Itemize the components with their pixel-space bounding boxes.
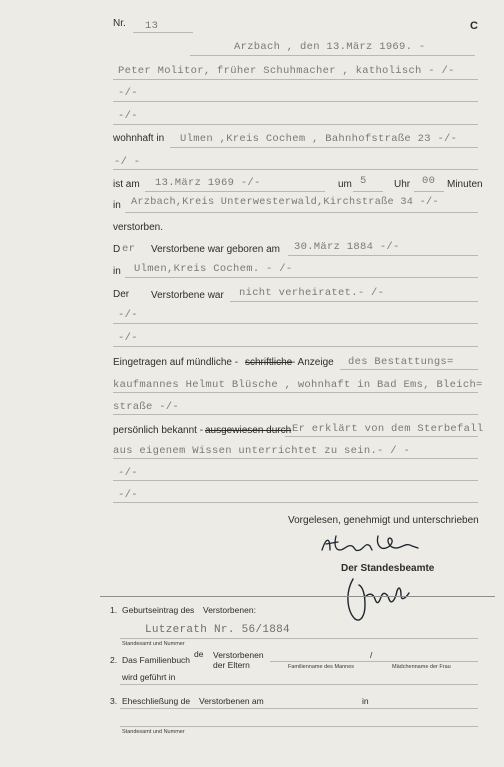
note1-value: Lutzerath Nr. 56/1884	[145, 624, 290, 636]
filler-underline-4	[113, 346, 478, 347]
note3-underline-2	[120, 726, 478, 727]
note2-label: Das Familienbuch	[122, 655, 191, 665]
known-label: persönlich bekannt -	[113, 425, 204, 436]
registered-underline	[340, 369, 478, 370]
note3-underline	[120, 708, 478, 709]
note3-num: 3.	[110, 696, 118, 706]
note2-slash: /	[370, 650, 373, 660]
filler-underline-1	[113, 101, 478, 102]
corner-letter: C	[470, 20, 478, 32]
um-label: um	[338, 179, 352, 190]
person-underline	[113, 79, 478, 80]
note3-in: in	[362, 696, 369, 706]
filler-line-3: -/-	[118, 309, 138, 321]
death-date-label: ist am	[113, 179, 140, 190]
witness-signature	[318, 530, 428, 560]
birth-underline	[288, 255, 478, 256]
note2-col1: Familienname des Mannes	[288, 664, 355, 670]
marital-value: nicht verheiratet.- /-	[239, 287, 385, 299]
filler-line-5: -/-	[118, 467, 138, 479]
known-underline	[285, 436, 478, 437]
date-place-line: Arzbach , den 13.März 1969. -	[234, 41, 426, 53]
nr-value: 13	[145, 20, 159, 32]
note2-col2: Mädchenname der Frau	[392, 664, 451, 670]
note1-num: 1.	[110, 605, 118, 615]
registered-line-2: kaufmannes Helmut Blüsche , wohnhaft in Bad Ems, Bleich=	[113, 379, 483, 391]
registrar-title: Der Standesbeamte	[341, 563, 435, 574]
residence-underline-2	[113, 169, 478, 170]
registrar-signature	[335, 575, 415, 625]
birth-place-underline	[125, 277, 478, 278]
known-value: Er erklärt von dem Sterbefall	[292, 423, 484, 435]
filler-underline-2	[113, 124, 478, 125]
residence-value: Ulmen ,Kreis Cochem , Bahnhofstraße 23 -/-	[180, 133, 458, 145]
note3-sub: Standesamt und Nummer	[122, 729, 185, 735]
marital-label: Verstorbene war	[151, 290, 224, 301]
marital-underline	[230, 301, 478, 302]
nr-label: Nr.	[113, 18, 126, 29]
registered-underline-3	[113, 414, 478, 415]
birth-er: er	[122, 243, 136, 255]
place-value: Arzbach,Kreis Unterwesterwald,Kirchstraße 34 -/-	[131, 197, 439, 208]
marital-der: Der	[113, 289, 130, 300]
note3-suffix: Verstorbenen am	[199, 696, 264, 706]
birth-place-value: Ulmen,Kreis Cochem. - /-	[134, 263, 293, 275]
registered-rest: - Anzeige	[292, 357, 334, 368]
deceased-name-line: Peter Molitor, früher Schuhmacher , katholisch - /-	[118, 65, 455, 77]
filler-line-1: -/-	[118, 87, 138, 99]
note1-underline	[120, 638, 478, 639]
date-underline	[190, 55, 475, 56]
residence-label: wohnhaft in	[113, 133, 165, 144]
approval-text: Vorgelesen, genehmigt und unterschrieben	[288, 515, 479, 526]
filler-underline-3	[113, 323, 478, 324]
residence-underline	[170, 147, 478, 148]
minuten-label: Minuten	[447, 179, 483, 190]
registered-line-3: straße -/-	[113, 401, 180, 413]
note3-label: Eheschließung de	[122, 696, 191, 706]
note2-suffix: Verstorbenen	[213, 650, 264, 660]
note2-line2: wird geführt in	[122, 672, 176, 682]
note2-num: 2.	[110, 655, 118, 665]
note1-suffix: Verstorbenen:	[203, 605, 256, 615]
filler-line-4: -/-	[118, 332, 138, 344]
note2-underline-2	[120, 684, 478, 685]
filler-underline-6	[113, 502, 478, 503]
notes-separator	[100, 596, 495, 597]
registered-underline-2	[113, 392, 478, 393]
place-underline	[125, 212, 478, 213]
note1-sub: Standesamt und Nummer	[122, 641, 185, 647]
residence-cont: -/ -	[114, 156, 141, 168]
death-date-underline	[145, 191, 325, 192]
birth-date-value: 30.März 1884 -/-	[294, 241, 400, 253]
birth-label: Verstorbene war geboren am	[151, 244, 280, 255]
verstorben-label: verstorben.	[113, 222, 164, 233]
note2-sub-eltern: der Eltern	[213, 660, 250, 670]
birth-d: D	[113, 244, 121, 255]
filler-underline-5	[113, 480, 478, 481]
death-minutes: 00	[422, 175, 436, 187]
note1-label: Geburtseintrag des	[122, 605, 195, 615]
death-date-value: 13.März 1969 -/-	[155, 177, 261, 189]
known-underline-2	[113, 458, 478, 459]
birth-in-label: in	[113, 266, 121, 277]
registered-value: des Bestattungs=	[348, 356, 454, 368]
known-strike: ausgewiesen durch	[205, 425, 292, 436]
note2-de: de	[194, 649, 204, 659]
filler-line-2: -/-	[118, 110, 138, 122]
death-hour: 5	[360, 175, 367, 187]
registered-strike: schriftliche	[245, 357, 293, 368]
hour-underline	[353, 191, 383, 192]
registered-label: Eingetragen auf mündliche -	[113, 357, 239, 368]
nr-underline	[133, 32, 193, 33]
minutes-underline	[414, 191, 444, 192]
uhr-label: Uhr	[394, 179, 411, 190]
place-label: in	[113, 200, 121, 211]
filler-line-6: -/-	[118, 489, 138, 501]
note2-underline	[270, 661, 478, 662]
known-line-2: aus eigenem Wissen unterrichtet zu sein.- / -	[113, 445, 411, 457]
